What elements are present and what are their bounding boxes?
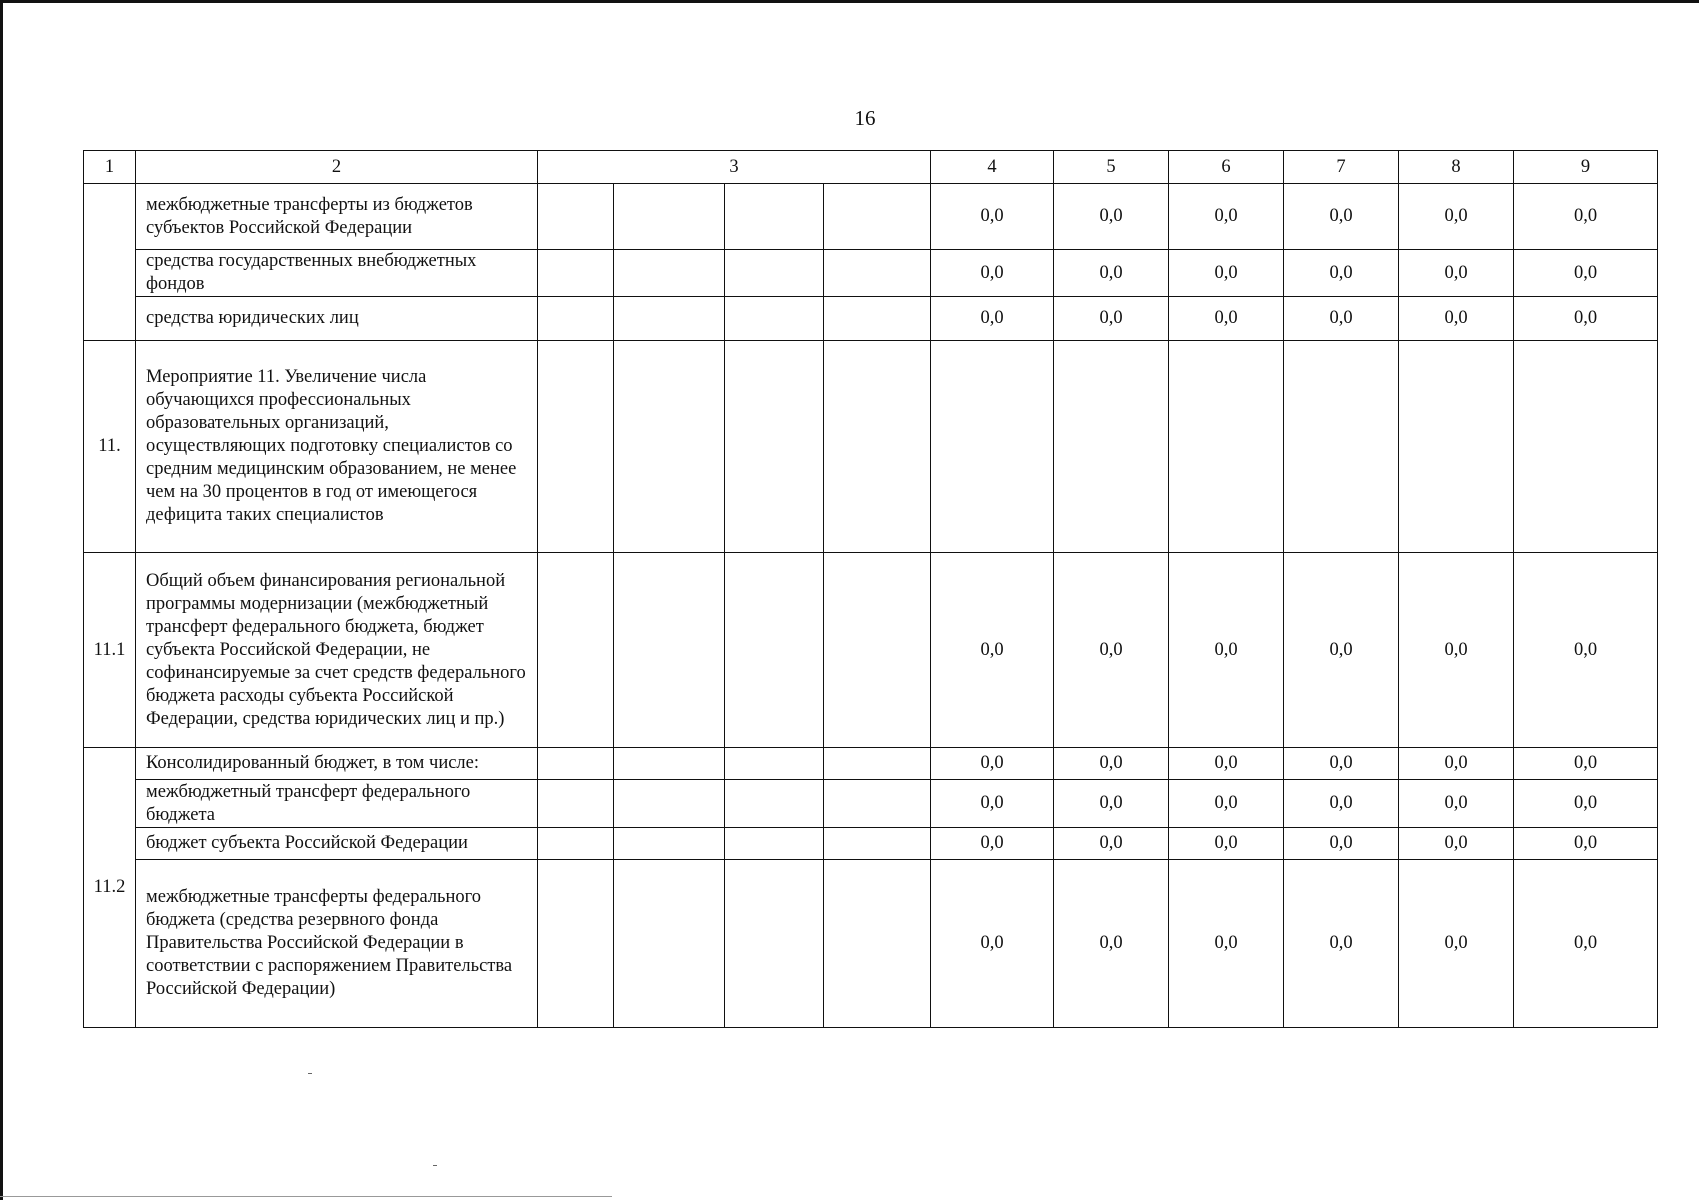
value-cell: 0,0: [1054, 250, 1169, 297]
value-cell: [1399, 341, 1514, 553]
empty-cell: [538, 748, 614, 780]
scan-border-left: [0, 0, 3, 1200]
table-row: [84, 250, 1658, 297]
empty-cell: [824, 297, 931, 341]
row-description: средства государственных внебюджетных фондов: [136, 250, 538, 297]
empty-cell: [725, 250, 824, 297]
empty-cell: [538, 250, 614, 297]
value-cell: 0,0: [1054, 860, 1169, 1028]
value-cell: 0,0: [931, 828, 1054, 860]
table-row: [84, 553, 1658, 748]
value-cell: 0,0: [931, 184, 1054, 250]
row-code-cell: 11.: [84, 341, 136, 553]
value-cell: 0,0: [931, 297, 1054, 341]
row-code-cell: 11.1: [84, 553, 136, 748]
empty-cell: [824, 553, 931, 748]
value-cell: 0,0: [1169, 184, 1284, 250]
row-description: межбюджетный трансферт федерального бюджета: [136, 780, 538, 828]
value-cell: 0,0: [1169, 860, 1284, 1028]
row-code-cell: 11.2: [84, 748, 136, 1028]
table-row: [84, 780, 1658, 828]
value-cell: 0,0: [1284, 780, 1399, 828]
table-row: [84, 184, 1658, 250]
value-cell: 0,0: [1169, 748, 1284, 780]
value-cell: [1284, 341, 1399, 553]
page-number: 16: [854, 106, 876, 130]
empty-cell: [725, 780, 824, 828]
header-col-8: 8: [1399, 151, 1514, 184]
table-row: [84, 748, 1658, 780]
value-cell: 0,0: [931, 860, 1054, 1028]
empty-cell: [725, 828, 824, 860]
header-col-5: 5: [1054, 151, 1169, 184]
row-description: Мероприятие 11. Увеличение числа обучающихся профессиональных образовательных организаций, осуществляющих подготовку специалистов со средним медицинским образованием, не менее чем на 30 процентов в год от имеющегося дефицита таких специалистов: [136, 341, 538, 553]
table-row: [84, 341, 1658, 553]
value-cell: 0,0: [1284, 860, 1399, 1028]
value-cell: 0,0: [1169, 828, 1284, 860]
value-cell: 0,0: [1284, 184, 1399, 250]
empty-cell: [614, 341, 725, 553]
table-row: [84, 860, 1658, 1028]
empty-cell: [538, 184, 614, 250]
value-cell: 0,0: [1514, 553, 1658, 748]
row-description: бюджет субъекта Российской Федерации: [136, 828, 538, 860]
empty-cell: [614, 828, 725, 860]
value-cell: 0,0: [931, 780, 1054, 828]
value-cell: 0,0: [1169, 297, 1284, 341]
value-cell: 0,0: [1054, 748, 1169, 780]
empty-cell: [614, 860, 725, 1028]
value-cell: 0,0: [1399, 184, 1514, 250]
empty-cell: [725, 341, 824, 553]
empty-cell: [824, 860, 931, 1028]
scan-border-bottom: [0, 1196, 612, 1197]
value-cell: 0,0: [1399, 250, 1514, 297]
value-cell: 0,0: [1054, 553, 1169, 748]
row-description: межбюджетные трансферты федерального бюджета (средства резервного фонда Правительства Российской Федерации в соответствии с распоряжением Правительства Российской Федерации): [136, 860, 538, 1028]
value-cell: [1054, 341, 1169, 553]
value-cell: 0,0: [1514, 184, 1658, 250]
value-cell: 0,0: [1514, 297, 1658, 341]
empty-cell: [538, 553, 614, 748]
value-cell: 0,0: [1514, 748, 1658, 780]
empty-cell: [725, 860, 824, 1028]
value-cell: 0,0: [1284, 748, 1399, 780]
table-row: [84, 828, 1658, 860]
header-col-9: 9: [1514, 151, 1658, 184]
empty-cell: [824, 780, 931, 828]
header-col-6: 6: [1169, 151, 1284, 184]
empty-cell: [725, 748, 824, 780]
value-cell: 0,0: [1284, 553, 1399, 748]
value-cell: [1514, 341, 1658, 553]
row-description: Общий объем финансирования региональной программы модернизации (межбюджетный трансферт федерального бюджета, бюджет субъекта Российской Федерации, не софинансируемые за счет средств федерального бюджета расходы субъекта Российской Федерации, средства юридических лиц и пр.): [136, 553, 538, 748]
value-cell: [931, 341, 1054, 553]
scan-border-top: [0, 0, 1699, 3]
header-col-2: 2: [136, 151, 538, 184]
value-cell: 0,0: [1054, 828, 1169, 860]
row-code-cell: [84, 184, 136, 341]
header-col-4: 4: [931, 151, 1054, 184]
empty-cell: [614, 184, 725, 250]
value-cell: 0,0: [1399, 860, 1514, 1028]
budget-table: [83, 150, 1658, 1028]
empty-cell: [538, 341, 614, 553]
value-cell: 0,0: [931, 250, 1054, 297]
value-cell: 0,0: [1284, 250, 1399, 297]
value-cell: 0,0: [1514, 860, 1658, 1028]
empty-cell: [824, 250, 931, 297]
value-cell: 0,0: [1169, 780, 1284, 828]
empty-cell: [538, 780, 614, 828]
value-cell: [1169, 341, 1284, 553]
empty-cell: [538, 297, 614, 341]
value-cell: 0,0: [1284, 828, 1399, 860]
value-cell: 0,0: [1169, 250, 1284, 297]
empty-cell: [824, 828, 931, 860]
empty-cell: [614, 553, 725, 748]
value-cell: 0,0: [931, 553, 1054, 748]
empty-cell: [614, 250, 725, 297]
table-row: [84, 297, 1658, 341]
value-cell: 0,0: [1399, 553, 1514, 748]
empty-cell: [538, 828, 614, 860]
row-description: Консолидированный бюджет, в том числе:: [136, 748, 538, 780]
empty-cell: [824, 748, 931, 780]
value-cell: 0,0: [1054, 297, 1169, 341]
header-col-7: 7: [1284, 151, 1399, 184]
value-cell: 0,0: [1399, 780, 1514, 828]
empty-cell: [538, 860, 614, 1028]
empty-cell: [824, 341, 931, 553]
header-col-1: 1: [84, 151, 136, 184]
empty-cell: [725, 553, 824, 748]
value-cell: 0,0: [1399, 297, 1514, 341]
empty-cell: [725, 297, 824, 341]
value-cell: 0,0: [1399, 748, 1514, 780]
value-cell: 0,0: [1399, 828, 1514, 860]
value-cell: 0,0: [931, 748, 1054, 780]
scan-speck: [433, 1165, 437, 1166]
value-cell: 0,0: [1514, 828, 1658, 860]
value-cell: 0,0: [1514, 780, 1658, 828]
value-cell: 0,0: [1169, 553, 1284, 748]
scan-speck: [308, 1073, 312, 1074]
header-row: [84, 151, 1658, 184]
empty-cell: [614, 297, 725, 341]
row-description: средства юридических лиц: [136, 297, 538, 341]
value-cell: 0,0: [1284, 297, 1399, 341]
empty-cell: [824, 184, 931, 250]
value-cell: 0,0: [1054, 780, 1169, 828]
value-cell: 0,0: [1054, 184, 1169, 250]
empty-cell: [614, 748, 725, 780]
value-cell: 0,0: [1514, 250, 1658, 297]
row-description: межбюджетные трансферты из бюджетов субъектов Российской Федерации: [136, 184, 538, 250]
empty-cell: [614, 780, 725, 828]
header-col-3: 3: [538, 151, 931, 184]
empty-cell: [725, 184, 824, 250]
